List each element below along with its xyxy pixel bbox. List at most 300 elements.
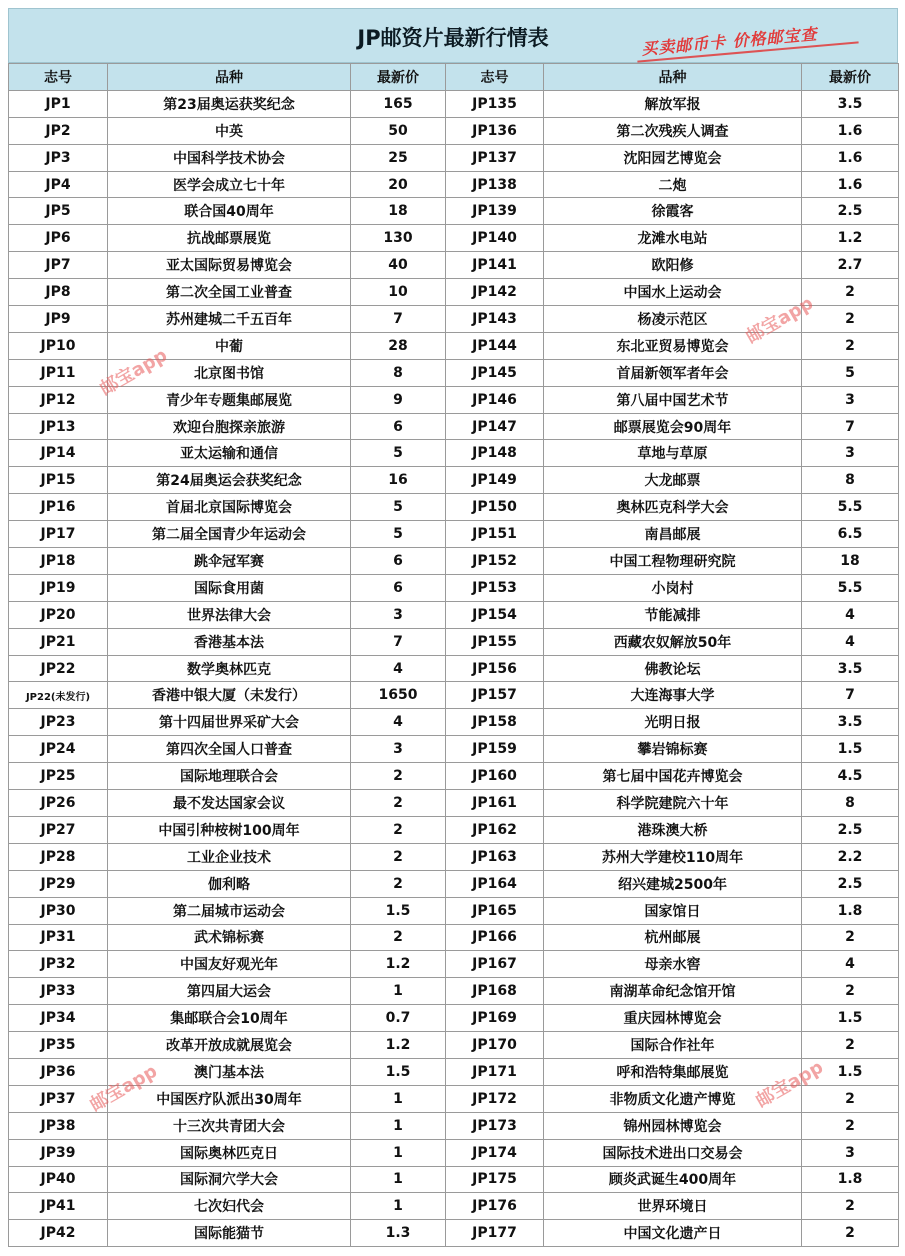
- cell-code: JP151: [446, 521, 544, 548]
- cell-price: 10: [351, 279, 446, 306]
- table-row: [9, 521, 899, 548]
- cell-price: 5: [802, 359, 899, 386]
- cell-name: 小岗村: [544, 574, 802, 601]
- cell-name: 世界环境日: [544, 1193, 802, 1220]
- cell-price: 2: [802, 1193, 899, 1220]
- table-row: [9, 1058, 899, 1085]
- cell-code: JP35: [9, 1032, 108, 1059]
- cell-price: 130: [351, 225, 446, 252]
- cell-price: 3: [351, 601, 446, 628]
- table-row: [9, 978, 899, 1005]
- cell-code: JP147: [446, 413, 544, 440]
- cell-price: 50: [351, 117, 446, 144]
- cell-price: 2.5: [802, 816, 899, 843]
- cell-price: 28: [351, 332, 446, 359]
- cell-code: JP143: [446, 306, 544, 333]
- cell-code: JP138: [446, 171, 544, 198]
- cell-price: 8: [802, 467, 899, 494]
- table-row: [9, 709, 899, 736]
- cell-code: JP24: [9, 736, 108, 763]
- table-row: [9, 763, 899, 790]
- cell-price: 1.5: [802, 1058, 899, 1085]
- cell-name: 欢迎台胞探亲旅游: [108, 413, 351, 440]
- table-row: [9, 1085, 899, 1112]
- cell-name: 大龙邮票: [544, 467, 802, 494]
- cell-name: 国际奥林匹克日: [108, 1139, 351, 1166]
- cell-code: JP142: [446, 279, 544, 306]
- table-row: [9, 601, 899, 628]
- cell-code: JP152: [446, 548, 544, 575]
- cell-price: 5: [351, 521, 446, 548]
- cell-price: 18: [802, 548, 899, 575]
- cell-code: JP22(未发行): [9, 682, 108, 709]
- cell-name: 中葡: [108, 332, 351, 359]
- cell-price: 1.6: [802, 171, 899, 198]
- cell-name: 中国友好观光年: [108, 951, 351, 978]
- table-row: [9, 467, 899, 494]
- cell-name: 第二届全国青少年运动会: [108, 521, 351, 548]
- cell-code: JP155: [446, 628, 544, 655]
- cell-name: 草地与草原: [544, 440, 802, 467]
- table-row: [9, 870, 899, 897]
- header-price: 最新价: [351, 64, 446, 91]
- cell-code: JP4: [9, 171, 108, 198]
- cell-code: JP135: [446, 90, 544, 117]
- cell-name: 首届新领军者年会: [544, 359, 802, 386]
- cell-code: JP173: [446, 1112, 544, 1139]
- cell-code: JP41: [9, 1193, 108, 1220]
- cell-name: 东北亚贸易博览会: [544, 332, 802, 359]
- price-table: [8, 63, 899, 1247]
- table-row: [9, 548, 899, 575]
- cell-price: 7: [351, 628, 446, 655]
- cell-code: JP34: [9, 1005, 108, 1032]
- cell-name: 亚太运输和通信: [108, 440, 351, 467]
- cell-code: JP157: [446, 682, 544, 709]
- table-row: [9, 1166, 899, 1193]
- cell-name: 第四届大运会: [108, 978, 351, 1005]
- cell-price: 4: [802, 951, 899, 978]
- cell-price: 2: [802, 279, 899, 306]
- cell-name: 欧阳修: [544, 252, 802, 279]
- cell-code: JP27: [9, 816, 108, 843]
- cell-price: 3.5: [802, 709, 899, 736]
- cell-name: 沈阳园艺博览会: [544, 144, 802, 171]
- cell-code: JP42: [9, 1220, 108, 1247]
- cell-code: JP161: [446, 790, 544, 817]
- cell-price: 1.8: [802, 1166, 899, 1193]
- price-sheet: [8, 8, 898, 1247]
- cell-name: 非物质文化遗产博览: [544, 1085, 802, 1112]
- cell-name: 第十四届世界采矿大会: [108, 709, 351, 736]
- cell-name: 国家馆日: [544, 897, 802, 924]
- cell-code: JP36: [9, 1058, 108, 1085]
- cell-code: JP146: [446, 386, 544, 413]
- table-row: [9, 1005, 899, 1032]
- cell-code: JP145: [446, 359, 544, 386]
- cell-price: 1: [351, 1193, 446, 1220]
- cell-price: 20: [351, 171, 446, 198]
- cell-code: JP37: [9, 1085, 108, 1112]
- cell-name: 国际地理联合会: [108, 763, 351, 790]
- cell-name: 数学奥林匹克: [108, 655, 351, 682]
- cell-price: 2: [802, 1085, 899, 1112]
- cell-code: JP140: [446, 225, 544, 252]
- table-row: [9, 279, 899, 306]
- cell-name: 节能减排: [544, 601, 802, 628]
- cell-price: 1.3: [351, 1220, 446, 1247]
- cell-price: 2: [802, 332, 899, 359]
- cell-price: 2.7: [802, 252, 899, 279]
- cell-code: JP175: [446, 1166, 544, 1193]
- cell-price: 4: [802, 601, 899, 628]
- header-price: 最新价: [802, 64, 899, 91]
- cell-name: 第八届中国艺术节: [544, 386, 802, 413]
- cell-code: JP160: [446, 763, 544, 790]
- cell-name: 集邮联合会10周年: [108, 1005, 351, 1032]
- cell-name: 二炮: [544, 171, 802, 198]
- table-row: [9, 1193, 899, 1220]
- cell-price: 2: [351, 843, 446, 870]
- cell-code: JP7: [9, 252, 108, 279]
- cell-code: JP176: [446, 1193, 544, 1220]
- cell-price: 2: [351, 816, 446, 843]
- cell-price: 2.5: [802, 870, 899, 897]
- cell-price: 7: [351, 306, 446, 333]
- cell-name: 第24届奥运会获奖纪念: [108, 467, 351, 494]
- cell-name: 西藏农奴解放50年: [544, 628, 802, 655]
- cell-code: JP13: [9, 413, 108, 440]
- cell-name: 联合国40周年: [108, 198, 351, 225]
- cell-name: 第二次残疾人调查: [544, 117, 802, 144]
- cell-code: JP167: [446, 951, 544, 978]
- cell-name: 南湖革命纪念馆开馆: [544, 978, 802, 1005]
- table-row: [9, 332, 899, 359]
- cell-price: 0.7: [351, 1005, 446, 1032]
- cell-name: 锦州园林博览会: [544, 1112, 802, 1139]
- cell-price: 6.5: [802, 521, 899, 548]
- cell-price: 2: [802, 978, 899, 1005]
- cell-price: 2: [351, 790, 446, 817]
- cell-code: JP174: [446, 1139, 544, 1166]
- cell-code: JP20: [9, 601, 108, 628]
- cell-name: 青少年专题集邮展览: [108, 386, 351, 413]
- cell-name: 大连海事大学: [544, 682, 802, 709]
- cell-price: 4: [351, 709, 446, 736]
- cell-price: 4.5: [802, 763, 899, 790]
- cell-price: 2: [802, 1220, 899, 1247]
- cell-price: 1.6: [802, 144, 899, 171]
- cell-name: 中国文化遗产日: [544, 1220, 802, 1247]
- cell-code: JP14: [9, 440, 108, 467]
- cell-code: JP32: [9, 951, 108, 978]
- cell-name: 香港基本法: [108, 628, 351, 655]
- cell-code: JP18: [9, 548, 108, 575]
- watermark: 邮宝app: [742, 292, 817, 348]
- cell-price: 9: [351, 386, 446, 413]
- cell-code: JP19: [9, 574, 108, 601]
- cell-code: JP164: [446, 870, 544, 897]
- page-title: JP邮资片最新行情表: [357, 26, 549, 50]
- table-row: [9, 924, 899, 951]
- cell-price: 25: [351, 144, 446, 171]
- cell-code: JP1: [9, 90, 108, 117]
- cell-name: 跳伞冠军赛: [108, 548, 351, 575]
- cell-price: 165: [351, 90, 446, 117]
- cell-code: JP23: [9, 709, 108, 736]
- cell-name: 第二次全国工业普查: [108, 279, 351, 306]
- cell-price: 18: [351, 198, 446, 225]
- cell-code: JP30: [9, 897, 108, 924]
- table-row: [9, 198, 899, 225]
- cell-price: 5.5: [802, 494, 899, 521]
- cell-name: 绍兴建城2500年: [544, 870, 802, 897]
- cell-name: 亚太国际贸易博览会: [108, 252, 351, 279]
- cell-price: 40: [351, 252, 446, 279]
- cell-price: 5.5: [802, 574, 899, 601]
- cell-name: 世界法律大会: [108, 601, 351, 628]
- cell-name: 邮票展览会90周年: [544, 413, 802, 440]
- table-row: [9, 628, 899, 655]
- header-name: 品种: [108, 64, 351, 91]
- cell-code: JP16: [9, 494, 108, 521]
- watermark: 邮宝app: [96, 344, 171, 400]
- table-row: [9, 574, 899, 601]
- cell-name: 徐霞客: [544, 198, 802, 225]
- table-row: [9, 117, 899, 144]
- cell-name: 科学院建院六十年: [544, 790, 802, 817]
- cell-code: JP2: [9, 117, 108, 144]
- cell-name: 医学会成立七十年: [108, 171, 351, 198]
- cell-code: JP172: [446, 1085, 544, 1112]
- cell-name: 中国医疗队派出30周年: [108, 1085, 351, 1112]
- cell-code: JP29: [9, 870, 108, 897]
- cell-code: JP12: [9, 386, 108, 413]
- cell-price: 1.2: [351, 951, 446, 978]
- cell-code: JP40: [9, 1166, 108, 1193]
- cell-name: 武术锦标赛: [108, 924, 351, 951]
- cell-code: JP177: [446, 1220, 544, 1247]
- title-bar: [8, 8, 898, 63]
- cell-price: 6: [351, 548, 446, 575]
- cell-name: 顾炎武诞生400周年: [544, 1166, 802, 1193]
- cell-code: JP170: [446, 1032, 544, 1059]
- cell-name: 呼和浩特集邮展览: [544, 1058, 802, 1085]
- cell-price: 1: [351, 1139, 446, 1166]
- cell-price: 1.8: [802, 897, 899, 924]
- table-row: [9, 1032, 899, 1059]
- cell-price: 5: [351, 494, 446, 521]
- table-row: [9, 736, 899, 763]
- cell-price: 2: [351, 870, 446, 897]
- cell-price: 7: [802, 682, 899, 709]
- watermark: 邮宝app: [86, 1060, 161, 1116]
- table-row: [9, 682, 899, 709]
- table-row: [9, 359, 899, 386]
- cell-price: 7: [802, 413, 899, 440]
- table-row: [9, 816, 899, 843]
- cell-code: JP25: [9, 763, 108, 790]
- cell-code: JP163: [446, 843, 544, 870]
- cell-price: 3: [802, 1139, 899, 1166]
- cell-name: 国际食用菌: [108, 574, 351, 601]
- table-header-row: [9, 64, 899, 91]
- cell-price: 1.2: [351, 1032, 446, 1059]
- header-code: 志号: [446, 64, 544, 91]
- cell-name: 杭州邮展: [544, 924, 802, 951]
- table-row: [9, 790, 899, 817]
- cell-name: 国际洞穴学大会: [108, 1166, 351, 1193]
- table-row: [9, 306, 899, 333]
- table-row: [9, 1112, 899, 1139]
- cell-name: 苏州建城二千五百年: [108, 306, 351, 333]
- cell-code: JP28: [9, 843, 108, 870]
- cell-code: JP149: [446, 467, 544, 494]
- cell-price: 3: [802, 386, 899, 413]
- watermark: 邮宝app: [752, 1056, 827, 1112]
- cell-code: JP158: [446, 709, 544, 736]
- cell-code: JP31: [9, 924, 108, 951]
- cell-code: JP144: [446, 332, 544, 359]
- table-row: [9, 90, 899, 117]
- cell-name: 首届北京国际博览会: [108, 494, 351, 521]
- table-row: [9, 144, 899, 171]
- cell-code: JP136: [446, 117, 544, 144]
- cell-name: 重庆园林博览会: [544, 1005, 802, 1032]
- cell-price: 4: [802, 628, 899, 655]
- cell-name: 攀岩锦标赛: [544, 736, 802, 763]
- cell-code: JP26: [9, 790, 108, 817]
- cell-code: JP33: [9, 978, 108, 1005]
- cell-name: 苏州大学建校110周年: [544, 843, 802, 870]
- cell-code: JP165: [446, 897, 544, 924]
- cell-price: 1: [351, 1166, 446, 1193]
- cell-price: 8: [351, 359, 446, 386]
- cell-name: 国际合作社年: [544, 1032, 802, 1059]
- table-row: [9, 897, 899, 924]
- table-row: [9, 225, 899, 252]
- cell-code: JP150: [446, 494, 544, 521]
- cell-name: 中英: [108, 117, 351, 144]
- cell-name: 国际技术进出口交易会: [544, 1139, 802, 1166]
- cell-price: 2: [802, 306, 899, 333]
- cell-code: JP22: [9, 655, 108, 682]
- cell-name: 中国水上运动会: [544, 279, 802, 306]
- cell-price: 1: [351, 1085, 446, 1112]
- table-row: [9, 252, 899, 279]
- cell-code: JP148: [446, 440, 544, 467]
- cell-code: JP169: [446, 1005, 544, 1032]
- table-row: [9, 440, 899, 467]
- cell-name: 杨凌示范区: [544, 306, 802, 333]
- cell-code: JP159: [446, 736, 544, 763]
- cell-price: 4: [351, 655, 446, 682]
- cell-price: 8: [802, 790, 899, 817]
- cell-name: 南昌邮展: [544, 521, 802, 548]
- cell-name: 十三次共青团大会: [108, 1112, 351, 1139]
- cell-code: JP10: [9, 332, 108, 359]
- cell-price: 1.5: [351, 1058, 446, 1085]
- cell-price: 3.5: [802, 90, 899, 117]
- table-row: [9, 1139, 899, 1166]
- cell-price: 2: [802, 1032, 899, 1059]
- cell-code: JP8: [9, 279, 108, 306]
- cell-price: 1.6: [802, 117, 899, 144]
- cell-code: JP3: [9, 144, 108, 171]
- cell-code: JP139: [446, 198, 544, 225]
- cell-code: JP15: [9, 467, 108, 494]
- table-row: [9, 843, 899, 870]
- cell-price: 1.2: [802, 225, 899, 252]
- table-row: [9, 171, 899, 198]
- cell-price: 2.5: [802, 198, 899, 225]
- cell-code: JP17: [9, 521, 108, 548]
- slogan: 买卖邮币卡 价格邮宝查: [640, 24, 819, 59]
- cell-price: 6: [351, 413, 446, 440]
- cell-name: 改革开放成就展览会: [108, 1032, 351, 1059]
- cell-code: JP5: [9, 198, 108, 225]
- cell-price: 3: [802, 440, 899, 467]
- cell-name: 中国引种桉树100周年: [108, 816, 351, 843]
- cell-name: 最不发达国家会议: [108, 790, 351, 817]
- cell-price: 1650: [351, 682, 446, 709]
- cell-price: 2.2: [802, 843, 899, 870]
- cell-name: 国际能猫节: [108, 1220, 351, 1247]
- cell-name: 奥林匹克科学大会: [544, 494, 802, 521]
- cell-name: 抗战邮票展览: [108, 225, 351, 252]
- cell-name: 工业企业技术: [108, 843, 351, 870]
- cell-name: 港珠澳大桥: [544, 816, 802, 843]
- cell-name: 佛教论坛: [544, 655, 802, 682]
- table-row: [9, 494, 899, 521]
- cell-price: 3.5: [802, 655, 899, 682]
- cell-name: 母亲水窖: [544, 951, 802, 978]
- cell-code: JP168: [446, 978, 544, 1005]
- cell-code: JP38: [9, 1112, 108, 1139]
- cell-name: 七次妇代会: [108, 1193, 351, 1220]
- cell-name: 第二届城市运动会: [108, 897, 351, 924]
- cell-price: 1.5: [802, 736, 899, 763]
- cell-name: 第四次全国人口普查: [108, 736, 351, 763]
- cell-name: 伽利略: [108, 870, 351, 897]
- cell-name: 第23届奥运获奖纪念: [108, 90, 351, 117]
- cell-name: 北京图书馆: [108, 359, 351, 386]
- cell-code: JP137: [446, 144, 544, 171]
- header-name: 品种: [544, 64, 802, 91]
- cell-name: 龙滩水电站: [544, 225, 802, 252]
- cell-name: 第七届中国花卉博览会: [544, 763, 802, 790]
- table-row: [9, 386, 899, 413]
- cell-price: 2: [802, 924, 899, 951]
- cell-name: 光明日报: [544, 709, 802, 736]
- cell-code: JP156: [446, 655, 544, 682]
- cell-price: 5: [351, 440, 446, 467]
- cell-code: JP39: [9, 1139, 108, 1166]
- cell-price: 2: [802, 1112, 899, 1139]
- cell-code: JP11: [9, 359, 108, 386]
- cell-name: 解放军报: [544, 90, 802, 117]
- cell-price: 1: [351, 1112, 446, 1139]
- header-code: 志号: [9, 64, 108, 91]
- cell-name: 澳门基本法: [108, 1058, 351, 1085]
- cell-name: 香港中银大厦（未发行）: [108, 682, 351, 709]
- cell-code: JP154: [446, 601, 544, 628]
- cell-code: JP6: [9, 225, 108, 252]
- cell-code: JP9: [9, 306, 108, 333]
- cell-price: 3: [351, 736, 446, 763]
- cell-price: 2: [351, 763, 446, 790]
- cell-price: 1: [351, 978, 446, 1005]
